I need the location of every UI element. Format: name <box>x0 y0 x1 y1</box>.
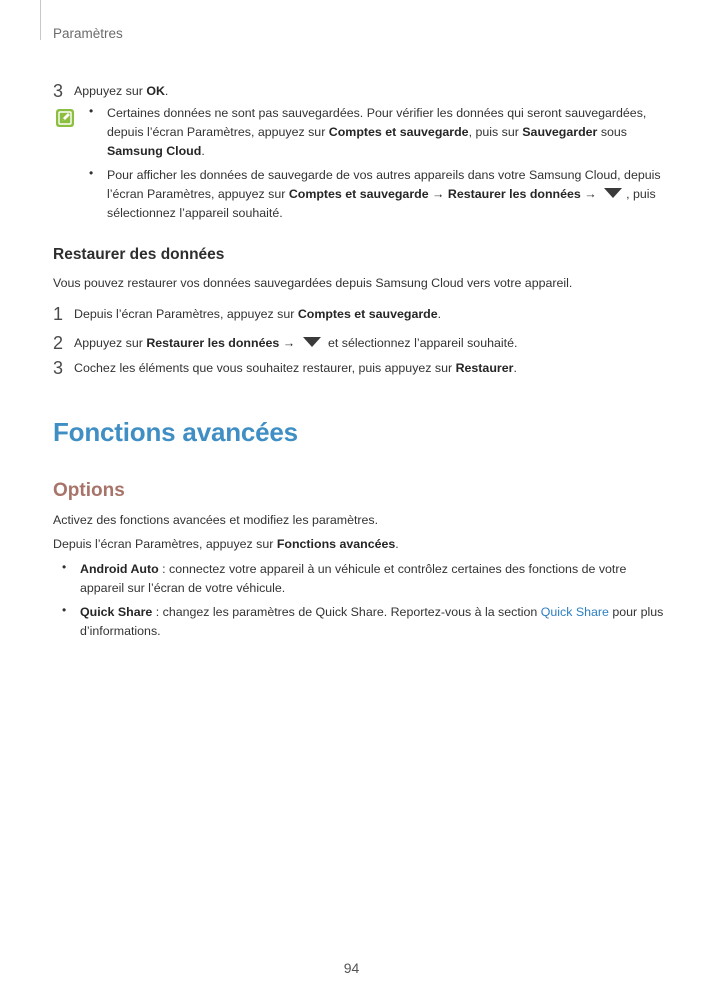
options-intro-1: Activez des fonctions avancées et modifiez les paramètres. <box>53 513 379 527</box>
restore-step-2: Appuyez sur Restaurer les données → et sélectionnez l’appareil souhaité. <box>74 336 518 350</box>
bullet-dot: • <box>62 603 67 617</box>
step-number: 2 <box>53 333 64 353</box>
bullet-dot: • <box>89 166 94 180</box>
note-bullet-1-line-2: depuis l’écran Paramètres, appuyez sur Comptes et sauvegarde, puis sur Sauvegarder sous <box>107 125 627 139</box>
quick-share-line-1: Quick Share : changez les paramètres de Quick Share. Reportez-vous à la section Quick Share pour plus <box>80 605 664 619</box>
restore-step-1: Depuis l’écran Paramètres, appuyez sur Comptes et sauvegarde. <box>74 307 442 321</box>
step-number: 3 <box>53 81 64 101</box>
step-number: 1 <box>53 304 64 324</box>
note-icon <box>55 108 75 128</box>
options-heading: Options <box>53 480 125 501</box>
note-bullet-1-line-3: Samsung Cloud. <box>107 144 205 158</box>
note-bullet-2-line-1: Pour afficher les données de sauvegarde de vos autres appareils dans votre Samsung Cloud, depuis <box>107 168 661 182</box>
bullet-dot: • <box>62 560 67 574</box>
step-number: 3 <box>53 358 64 378</box>
quick-share-link[interactable]: Quick Share <box>540 605 609 619</box>
ok-label: OK <box>146 84 165 98</box>
options-intro-2: Depuis l’écran Paramètres, appuyez sur Fonctions avancées. <box>53 537 399 551</box>
note-bullet-2-line-2: l’écran Paramètres, appuyez sur Comptes et sauvegarde → Restaurer les données → , puis <box>107 187 656 201</box>
more-options-triangle-icon <box>302 336 322 348</box>
section-title: Fonctions avancées <box>53 417 298 447</box>
bullet-dot: • <box>89 104 94 118</box>
page-number: 94 <box>343 960 360 976</box>
restore-intro: Vous pouvez restaurer vos données sauvegardées depuis Samsung Cloud vers votre appareil. <box>53 276 573 290</box>
header-section-title: Paramètres <box>53 26 123 41</box>
step-text: Appuyez sur OK. <box>74 84 169 98</box>
note-bullet-1-line-1: Certaines données ne sont pas sauvegardées. Pour vérifier les données qui seront sauvegardées, <box>107 106 647 120</box>
quick-share-line-2: d’informations. <box>80 624 161 638</box>
android-auto-line-1: Android Auto : connectez votre appareil à un véhicule et contrôlez certaines des fonctions de votre <box>80 562 627 576</box>
restore-step-3: Cochez les éléments que vous souhaitez restaurer, puis appuyez sur Restaurer. <box>74 361 517 375</box>
restore-heading: Restaurer des données <box>53 246 225 263</box>
page-edge-line <box>40 0 41 40</box>
more-options-triangle-icon <box>603 187 623 199</box>
android-auto-line-2: appareil sur l’écran de votre véhicule. <box>80 581 286 595</box>
note-bullet-2-line-3: sélectionnez l’appareil souhaité. <box>107 206 283 220</box>
